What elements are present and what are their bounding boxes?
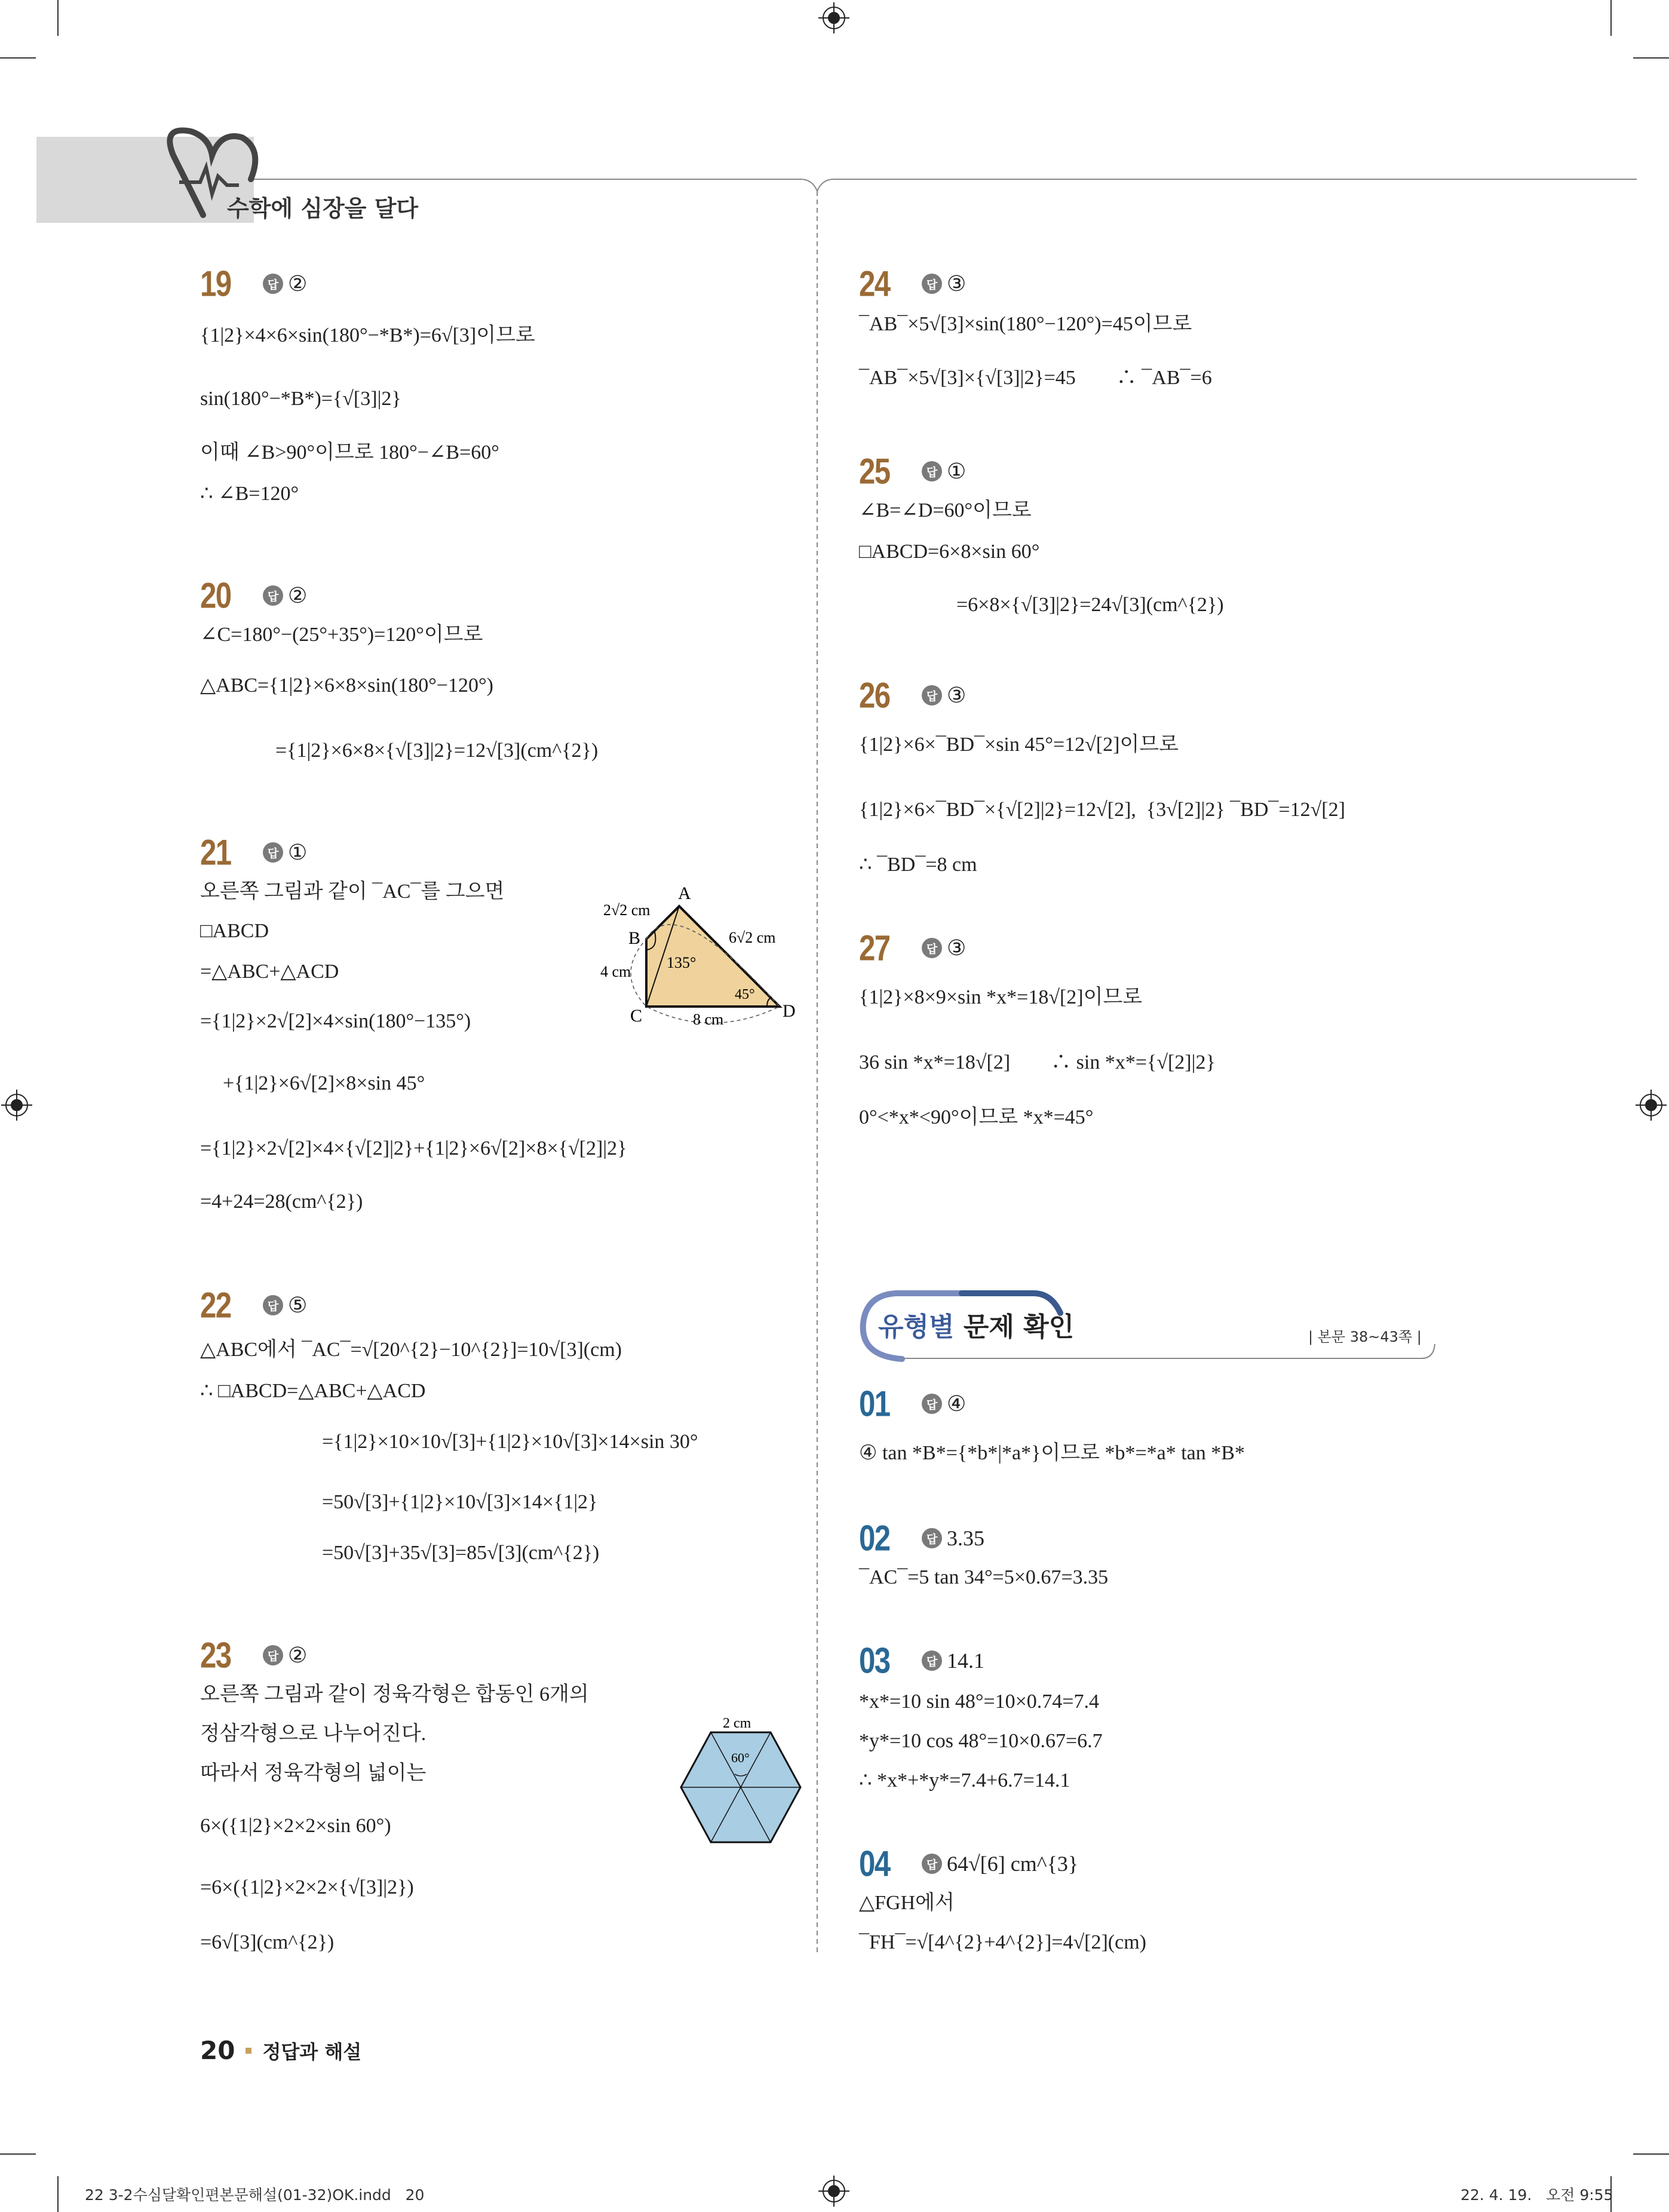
answer-badge-icon: 답: [263, 585, 283, 606]
print-file-name: 22 3-2수심달확인편본문해설(01-32)OK.indd 20: [85, 2186, 425, 2204]
bullet-icon: [246, 2048, 251, 2054]
section-title-main: 문제 확인: [963, 1312, 1075, 1342]
answer: [922, 1648, 984, 1673]
quadrilateral-figure: [591, 872, 806, 1033]
answer-value: 64√[6] cm^{3}: [947, 1852, 1079, 1876]
answer-badge-icon: 답: [263, 842, 283, 863]
problem-number: 25: [859, 451, 890, 492]
solution-line: ∴ ∠B=120°: [200, 483, 299, 505]
solution-line: ={1|2}×2√[2]×4×sin(180°−135°): [200, 1010, 471, 1032]
side-label: 2 cm: [723, 1716, 751, 1731]
answer-badge-icon: 답: [922, 1528, 942, 1548]
answer-value: ②: [288, 272, 308, 296]
problem-number: 23: [200, 1635, 231, 1676]
answer-badge-icon: 답: [922, 685, 942, 705]
solution-line: ∴ *x*+*y*=7.4+6.7=14.1: [859, 1769, 1070, 1791]
answer-value: ①: [288, 840, 308, 864]
answer-badge-icon: 답: [263, 1645, 283, 1665]
answer: [263, 271, 307, 296]
angle-label: 45°: [735, 987, 755, 1002]
problem-number: 20: [200, 575, 231, 616]
answer: [263, 1643, 307, 1668]
answer-value: ⑤: [288, 1293, 308, 1317]
problem-number: 24: [859, 263, 890, 304]
solution-line: □ABCD: [200, 920, 269, 942]
side-label: 8 cm: [693, 1011, 724, 1028]
answer: [922, 1391, 966, 1416]
solution-line: *x*=10 sin 48°=10×0.74=7.4: [859, 1691, 1099, 1713]
solution-line: 따라서 정육각형의 넓이는: [200, 1762, 427, 1784]
solution-line: =50√[3]+35√[3]=85√[3](cm^{2}): [322, 1542, 600, 1564]
answer-value: ②: [288, 1643, 308, 1667]
brand-title: 수학에 심장을 달다: [227, 195, 419, 222]
solution-line: ∴ □ABCD=△ABC+△ACD: [200, 1380, 426, 1402]
answer: [922, 1526, 984, 1551]
solution-line: =6√[3](cm^{2}): [200, 1931, 335, 1953]
vertex-label: D: [783, 1001, 796, 1021]
solution-line: ¯AB¯×5√[3]×sin(180°−120°)=45이므로: [859, 313, 1192, 335]
solution-line: =6×8×{√[3]|2}=24√[3](cm^{2}): [956, 594, 1224, 616]
answer-value: 14.1: [947, 1649, 984, 1673]
angle-label: 60°: [731, 1750, 750, 1765]
solution-line: {1|2}×6×¯BD¯×{√[2]|2}=12√[2], {3√[2]|2} ¯BD¯=12√[2]: [859, 799, 1345, 821]
side-label: 2√2 cm: [603, 901, 651, 919]
answer-badge-icon: 답: [922, 1394, 942, 1414]
angle-label: 135°: [667, 954, 697, 971]
footer-label: 정답과 해설: [262, 2040, 362, 2063]
answer: [922, 683, 966, 708]
solution-line: ¯AC¯=5 tan 34°=5×0.67=3.35: [859, 1566, 1109, 1588]
solution-line: {1|2}×4×6×sin(180°−*B*)=6√[3]이므로: [200, 324, 535, 346]
solution-line: =4+24=28(cm^{2}): [200, 1191, 363, 1213]
answer: [922, 935, 966, 961]
answer: [263, 583, 307, 608]
solution-line: ={1|2}×6×8×{√[3]|2}=12√[3](cm^{2}): [275, 740, 599, 762]
solution-line: 0°<*x*<90°이므로 *x*=45°: [859, 1106, 1094, 1128]
solution-line: ∠B=∠D=60°이므로: [859, 499, 1032, 521]
problem-number: 02: [859, 1518, 890, 1558]
solution-line: =50√[3]+{1|2}×10√[3]×14×{1|2}: [322, 1491, 598, 1513]
answer-badge-icon: 답: [922, 1854, 942, 1874]
vertex-label: C: [630, 1006, 643, 1026]
side-label: 4 cm: [600, 963, 631, 980]
answer-value: ③: [947, 272, 967, 296]
problem-number: 04: [859, 1843, 890, 1884]
problem-number: 27: [859, 928, 890, 968]
side-label: 6√2 cm: [729, 929, 776, 946]
answer-value: ①: [947, 459, 967, 483]
vertex-label: B: [628, 928, 641, 948]
answer: [263, 1293, 307, 1318]
solution-line: ={1|2}×10×10√[3]+{1|2}×10√[3]×14×sin 30°: [322, 1431, 698, 1453]
answer-value: 3.35: [947, 1526, 984, 1550]
section-page-ref: | 본문 38~43쪽 |: [1308, 1329, 1422, 1345]
answer-badge-icon: 답: [922, 938, 942, 958]
problem-number: 19: [200, 263, 231, 304]
solution-line: 오른쪽 그림과 같이 정육각형은 합동인 6개의: [200, 1683, 589, 1705]
solution-line: 6×({1|2}×2×2×sin 60°): [200, 1815, 391, 1837]
solution-line: {1|2}×8×9×sin *x*=18√[2]이므로: [859, 986, 1143, 1008]
solution-line: ¯FH¯=√[4^{2}+4^{2}]=4√[2](cm): [859, 1931, 1146, 1953]
section-title: [878, 1305, 1074, 1343]
answer: [922, 459, 966, 484]
solution-line: △ABC={1|2}×6×8×sin(180°−120°): [200, 674, 493, 697]
problem-number: 22: [200, 1285, 231, 1326]
solution-line: =6×({1|2}×2×2×{√[3]|2}): [200, 1876, 414, 1898]
problem-number: 01: [859, 1383, 890, 1424]
solution-line: *y*=10 cos 48°=10×0.67=6.7: [859, 1730, 1103, 1752]
answer: [922, 271, 966, 296]
solution-line: ¯AB¯×5√[3]×{√[3]|2}=45 ∴ ¯AB¯=6: [859, 367, 1212, 389]
answer-value: ③: [947, 936, 967, 960]
solution-line: {1|2}×6×¯BD¯×sin 45°=12√[2]이므로: [859, 734, 1179, 756]
answer-badge-icon: 답: [922, 461, 942, 481]
answer-badge-icon: 답: [922, 1650, 942, 1671]
solution-line: =△ABC+△ACD: [200, 961, 339, 983]
hexagon-figure: [675, 1714, 812, 1858]
problem-number: 03: [859, 1640, 890, 1681]
solution-line: +{1|2}×6√[2]×8×sin 45°: [223, 1072, 425, 1094]
answer-badge-icon: 답: [922, 274, 942, 294]
solution-line: ∠C=180°−(25°+35°)=120°이므로: [200, 624, 483, 646]
answer-badge-icon: 답: [263, 1295, 283, 1315]
solution-line: 이때 ∠B>90°이므로 180°−∠B=60°: [200, 441, 499, 464]
solution-line: sin(180°−*B*)={√[3]|2}: [200, 388, 401, 410]
page-footer: [200, 2036, 361, 2065]
solution-line: 오른쪽 그림과 같이 ¯AC¯를 그으면: [200, 880, 505, 903]
answer-value: ②: [288, 584, 308, 608]
solution-line: □ABCD=6×8×sin 60°: [859, 541, 1040, 563]
answer: [922, 1851, 1078, 1876]
solution-line: ={1|2}×2√[2]×4×{√[2]|2}+{1|2}×6√[2]×8×{√[2]|2}: [200, 1137, 627, 1159]
problem-number: 26: [859, 675, 890, 716]
answer-value: ④: [947, 1392, 967, 1416]
solution-line: ④ tan *B*={*b*|*a*}이므로 *b*=*a* tan *B*: [859, 1442, 1245, 1464]
print-timestamp: 22. 4. 19. 오전 9:55: [1461, 2186, 1613, 2204]
solution-line: 정삼각형으로 나누어진다.: [200, 1723, 427, 1745]
answer: [263, 840, 307, 865]
section-title-accent: 유형별: [878, 1312, 955, 1342]
problem-number: 21: [200, 832, 231, 873]
answer-value: ③: [947, 683, 967, 707]
solution-line: ∴ ¯BD¯=8 cm: [859, 854, 977, 876]
vertex-label: A: [678, 883, 691, 903]
page-number: 20: [200, 2036, 235, 2065]
answer-badge-icon: 답: [263, 274, 283, 294]
solution-line: 36 sin *x*=18√[2] ∴ sin *x*={√[2]|2}: [859, 1051, 1216, 1073]
solution-line: △ABC에서 ¯AC¯=√[20^{2}−10^{2}]=10√[3](cm): [200, 1339, 622, 1361]
solution-line: △FGH에서: [859, 1892, 955, 1914]
